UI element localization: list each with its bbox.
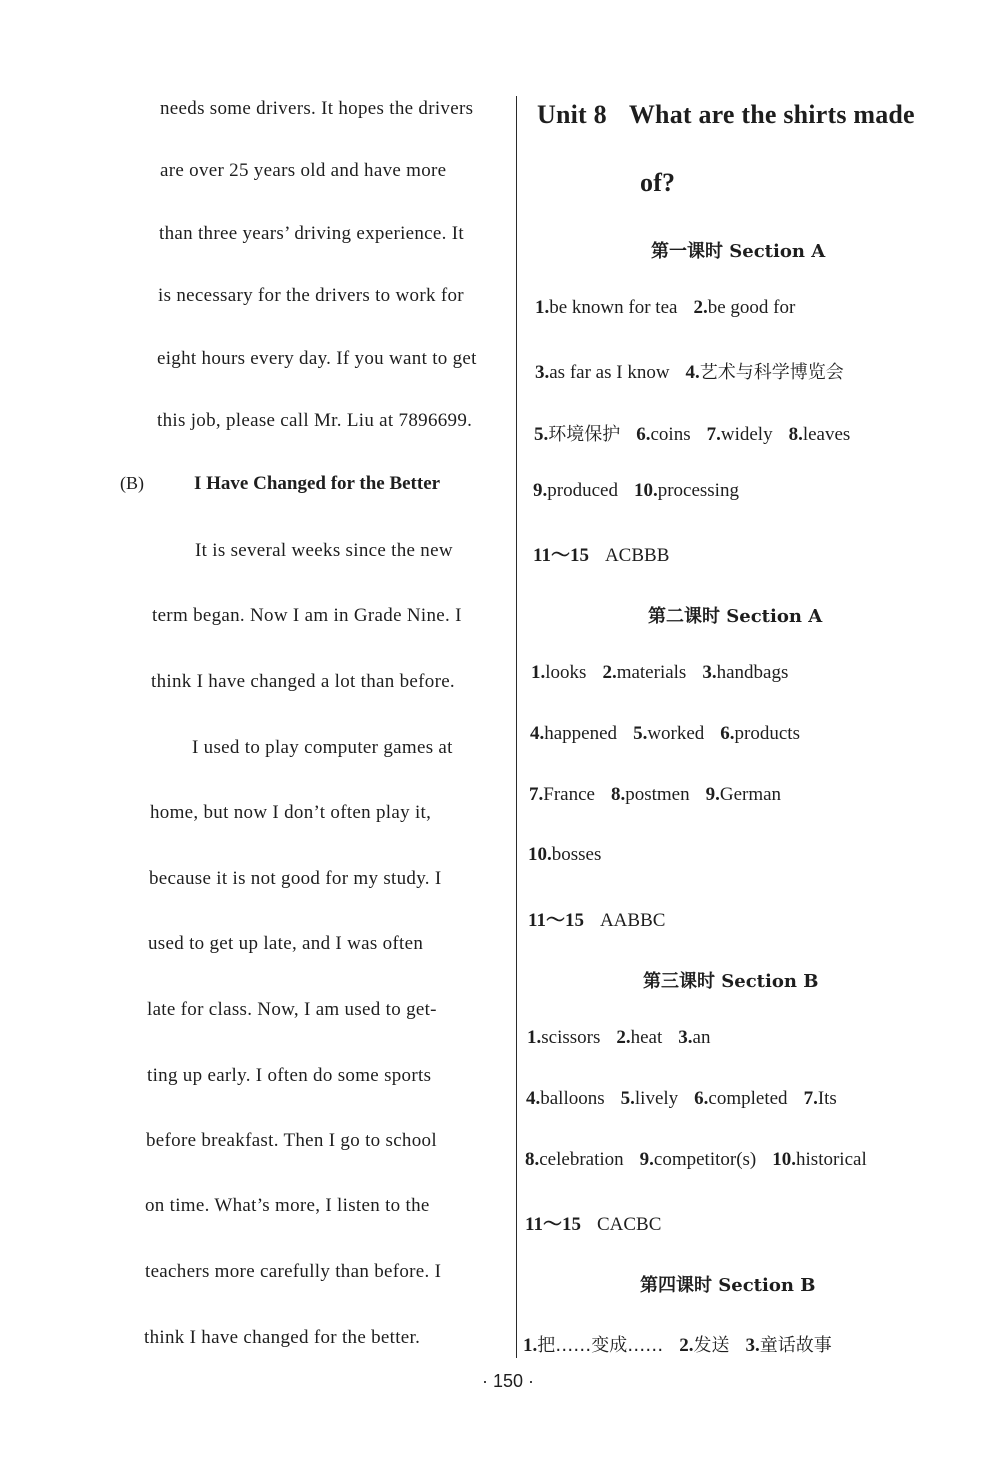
answer-row: 11～15 ACBBB — [533, 545, 670, 566]
passage-line: before breakfast. Then I go to school — [146, 1130, 437, 1151]
left-text-line: needs some drivers. It hopes the drivers — [160, 98, 474, 119]
answer-row: 4.happened 5.worked 6.products — [530, 723, 800, 744]
answer-row: 1.looks 2.materials 3.handbags — [531, 662, 789, 683]
passage-line: because it is not good for my study. I — [149, 868, 442, 889]
answer-row: 1.把……变成…… 2.发送 3.童话故事 — [523, 1335, 832, 1356]
answer-row: 10.bosses — [528, 844, 602, 865]
unit-title-line2: of? — [640, 168, 676, 197]
left-text-line: this job, please call Mr. Liu at 7896699. — [157, 410, 473, 431]
passage-line: term began. Now I am in Grade Nine. I — [152, 605, 462, 626]
unit-title — [537, 100, 915, 130]
passage-line: ting up early. I often do some sports — [147, 1065, 432, 1086]
answer-row: 4.balloons 5.lively 6.completed 7.Its — [526, 1088, 837, 1109]
unit-number: Unit 8 — [537, 100, 607, 129]
left-text-line: is necessary for the drivers to work for — [158, 285, 464, 306]
left-text-line: eight hours every day. If you want to get — [157, 348, 477, 369]
section-heading: 第三课时 Section B — [643, 971, 819, 992]
answer-row: 9.produced 10.processing — [533, 480, 739, 501]
section-heading: 第二课时 Section A — [648, 606, 823, 627]
passage-line: think I have changed for the better. — [144, 1327, 421, 1348]
answer-row: 11～15 AABBC — [528, 910, 666, 931]
passage-line: on time. What’s more, I listen to the — [145, 1195, 430, 1216]
left-text-line: than three years’ driving experience. It — [159, 223, 464, 244]
answer-row: 3.as far as I know 4.艺术与科学博览会 — [535, 362, 844, 383]
section-heading: 第一课时 Section A — [651, 241, 826, 262]
passage-line: used to get up late, and I was often — [148, 933, 424, 954]
answer-row: 1.scissors 2.heat 3.an — [527, 1027, 711, 1048]
passage-line: It is several weeks since the new — [195, 540, 453, 561]
passage-line: home, but now I don’t often play it, — [150, 802, 432, 823]
answer-row: 8.celebration 9.competitor(s) 10.historical — [525, 1149, 867, 1170]
answer-row: 5.环境保护 6.coins 7.widely 8.leaves — [534, 424, 851, 445]
passage-title: I Have Changed for the Better — [194, 473, 441, 494]
passage-line: think I have changed a lot than before. — [151, 671, 455, 692]
answer-row: 11～15 CACBC — [525, 1214, 662, 1235]
left-text-line: are over 25 years old and have more — [160, 160, 447, 181]
unit-title-line1: What are the shirts made — [628, 100, 915, 129]
passage-line: teachers more carefully than before. I — [145, 1261, 442, 1282]
passage-line: I used to play computer games at — [192, 737, 453, 758]
column-divider — [516, 96, 517, 1358]
answer-row: 7.France 8.postmen 9.German — [529, 784, 782, 805]
page-number: · 150 · — [481, 1371, 535, 1391]
answer-row: 1.be known for tea 2.be good for — [535, 297, 796, 318]
section-heading: 第四课时 Section B — [640, 1275, 816, 1296]
passage-line: late for class. Now, I am used to get- — [147, 999, 437, 1020]
section-mark: (B) — [120, 473, 144, 493]
